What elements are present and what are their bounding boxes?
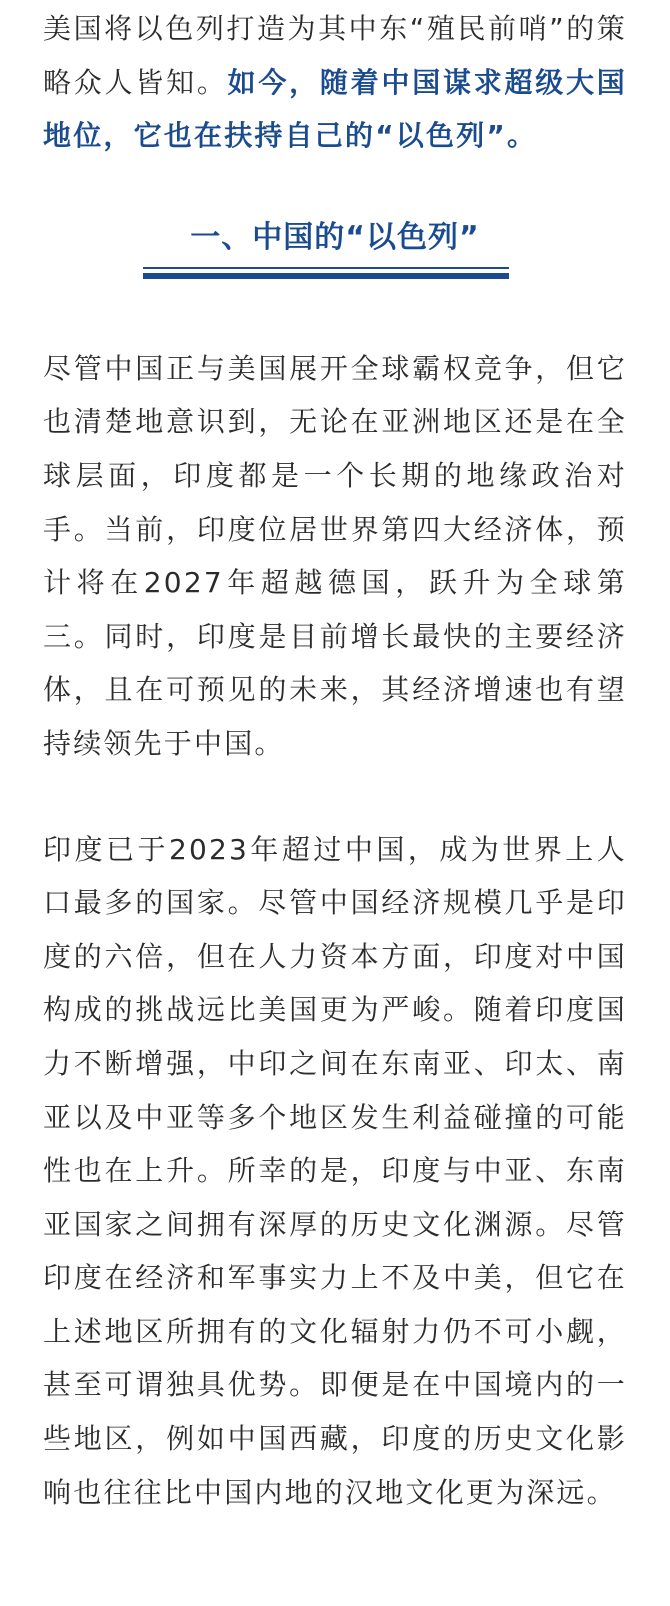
section-title: 一、中国的“以色列”: [190, 219, 480, 255]
section-heading: [43, 218, 627, 291]
intro-text: 美国将以色列打造为其中东“殖民前哨”的策略众人皆知。: [43, 12, 627, 99]
body-paragraph-2: 印度已于2023年超过中国，成为世界上人口最多的国家。尽管中国经济规模几乎是印度的六倍，但在人力资本方面，印度对中国构成的挑战远比美国更为严峻。随着印度国力不断增强，中印之间在东南亚、印太、南亚以及中亚等多个地区发生利益碰撞的可能性也在上升。所幸的是，印度与中亚、东南亚国家之间拥有深厚的历史文化渊源。尽管印度在经济和军事实力上不及中美，但它在上述地区所拥有的文化辐射力仍不可小觑，甚至可谓独具优势。即便是在中国境内的一些地区，例如中国西藏，印度的历史文化影响也往往比中国内地的汉地文化更为深远。: [43, 832, 627, 1509]
heading-underline-thick: [143, 273, 509, 279]
body-paragraph-1: 尽管中国正与美国展开全球霸权竞争，但它也清楚地意识到，无论在亚洲地区还是在全球层面，印度都是一个长期的地缘政治对手。当前，印度位居世界第四大经济体，预计将在2027年超越德国，跃升为全球第三。同时，印度是目前增长最快的主要经济体，且在可预见的未来，其经济增速也有望持续领先于中国。: [43, 351, 627, 760]
intro-highlight-text: 如今，随着中国谋求超级大国地位，它也在扶持自己的“以色列”。: [43, 65, 628, 153]
intro-paragraph: [43, 2, 627, 163]
article-body: [43, 0, 627, 1519]
heading-underline-thin: [143, 267, 509, 269]
